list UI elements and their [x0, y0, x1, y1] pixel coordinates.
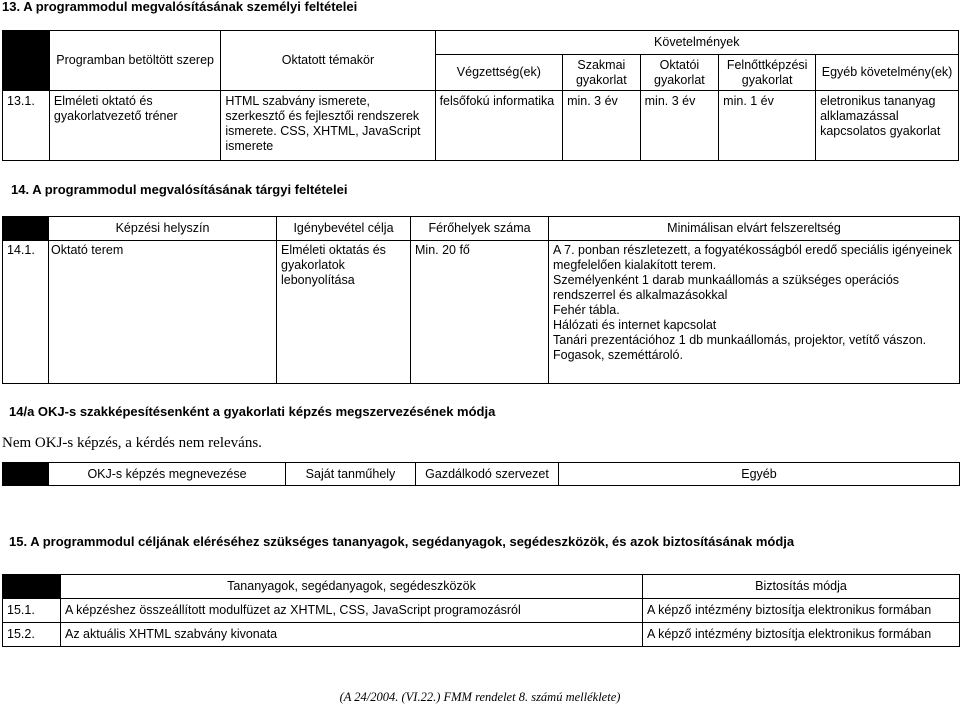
header-adult-practice: Felnőttképzési gyakorlat: [719, 55, 816, 91]
header-topic: Oktatott témakör: [221, 31, 435, 91]
equipment-line: Fehér tábla.: [553, 303, 620, 317]
row-provision: A képző intézmény biztosítja elektronikus formában: [643, 623, 960, 647]
row-other-req: eletronikus tananyag alklamazással kapcsolatos gyakorlat: [816, 91, 959, 161]
row-seats: Min. 20 fő: [411, 241, 549, 384]
row-material: A képzéshez összeállított modulfüzet az XHTML, CSS, JavaScript programozásról: [61, 599, 643, 623]
row-place: Oktató terem: [49, 241, 277, 384]
equipment-line: Fogasok, szeméttároló.: [553, 348, 683, 362]
header-purpose: Igénybevétel célja: [277, 217, 411, 241]
header-black-cell: [3, 31, 50, 91]
header-teach-practice: Oktatói gyakorlat: [640, 55, 719, 91]
section-13-title: 13. A programmodul megvalósításának személyi feltételei: [2, 0, 358, 14]
row-topic: HTML szabvány ismerete, szerkesztő és fejlesztői rendszerek ismerete. CSS, XHTML, JavaScript ismerete: [221, 91, 435, 161]
personnel-table: [2, 30, 959, 161]
header-workshop: Saját tanműhely: [286, 463, 416, 486]
header-seats: Férőhelyek száma: [411, 217, 549, 241]
header-black-cell: [3, 463, 49, 486]
row-degree: felsőfokú informatika: [435, 91, 563, 161]
row-number: 13.1.: [3, 91, 50, 161]
section-14a-note: Nem OKJ-s képzés, a kérdés nem releváns.: [2, 435, 262, 451]
row-number: 15.2.: [3, 623, 61, 647]
materials-table: [2, 574, 960, 647]
row-material: Az aktuális XHTML szabvány kivonata: [61, 623, 643, 647]
section-14a-title: 14/a OKJ-s szakképesítésenként a gyakorlati képzés megszervezésének módja: [9, 404, 496, 419]
okj-table: [2, 462, 960, 486]
equipment-table: [2, 216, 960, 384]
row-number: 14.1.: [3, 241, 49, 384]
row-adult-practice: min. 1 év: [719, 91, 816, 161]
header-okj-name: OKJ-s képzés megnevezése: [49, 463, 286, 486]
header-black-cell: [3, 575, 61, 599]
footer-note: (A 24/2004. (VI.22.) FMM rendelet 8. számú melléklete): [339, 690, 621, 704]
header-degree: Végzettség(ek): [435, 55, 563, 91]
row-number: 15.1.: [3, 599, 61, 623]
header-other: Egyéb: [559, 463, 960, 486]
header-requirements: Követelmények: [435, 31, 958, 55]
header-materials: Tananyagok, segédanyagok, segédeszközök: [61, 575, 643, 599]
header-other-req: Egyéb követelmény(ek): [816, 55, 959, 91]
header-place: Képzési helyszín: [49, 217, 277, 241]
row-provision: A képző intézmény biztosítja elektronikus formában: [643, 599, 960, 623]
row-equipment: [549, 241, 960, 384]
header-black-cell: [3, 217, 49, 241]
header-provision: Biztosítás módja: [643, 575, 960, 599]
header-role: Programban betöltött szerep: [49, 31, 220, 91]
section-14-title: 14. A programmodul megvalósításának tárgyi feltételei: [11, 182, 348, 197]
equipment-line: A 7. ponban részletezett, a fogyatékosságból eredő speciális igényeinek megfelelően kialakított terem.: [553, 243, 952, 272]
section-15-title: 15. A programmodul céljának eléréséhez szükséges tananyagok, segédanyagok, segédeszközök, és azok biztosításának módja: [9, 534, 795, 549]
row-teach-practice: min. 3 év: [640, 91, 719, 161]
equipment-line: Hálózati és internet kapcsolat: [553, 318, 717, 332]
row-role: Elméleti oktató és gyakorlatvezető tréner: [49, 91, 220, 161]
equipment-line: Tanári prezentációhoz 1 db munkaállomás, projektor, vetítő vászon.: [553, 333, 927, 347]
header-prof-practice: Szakmai gyakorlat: [563, 55, 641, 91]
row-purpose: Elméleti oktatás és gyakorlatok lebonyolítása: [277, 241, 411, 384]
header-org: Gazdálkodó szervezet: [416, 463, 559, 486]
header-equipment: Minimálisan elvárt felszereltség: [549, 217, 960, 241]
equipment-line: Személyenként 1 darab munkaállomás a szükséges operációs rendszerrel és alkalmazásokkal: [553, 273, 900, 302]
row-prof-practice: min. 3 év: [563, 91, 641, 161]
